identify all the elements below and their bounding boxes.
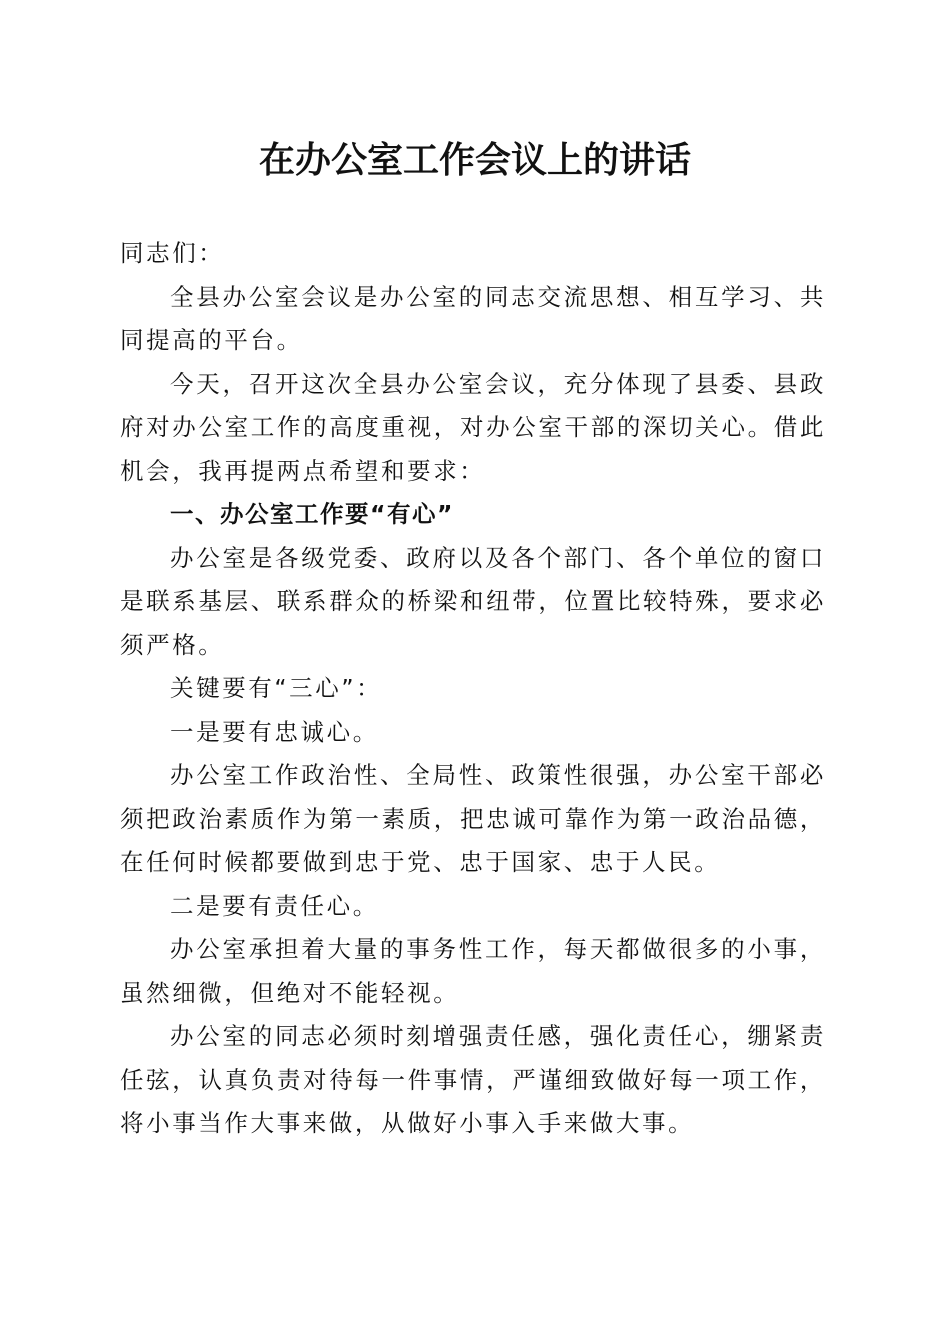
- paragraph: 办公室承担着大量的事务性工作，每天都做很多的小事，虽然细微，但绝对不能轻视。: [120, 935, 826, 1007]
- document-body: [120, 232, 826, 1146]
- document-title: 在办公室工作会议上的讲话: [258, 139, 691, 181]
- subheading: 一是要有忠诚心。: [170, 717, 379, 746]
- paragraph: 办公室工作政治性、全局性、政策性很强，办公室干部必须把政治素质作为第一素质，把忠诚可靠作为第一政治品德，在任何时候都要做到忠于党、忠于国家、忠于人民。: [120, 761, 826, 876]
- paragraph: 关键要有“三心”：: [170, 674, 383, 702]
- subheading: 二是要有责任心。: [170, 891, 379, 920]
- paragraph: 今天，召开这次全县办公室会议，充分体现了县委、县政府对办公室工作的高度重视，对办公室干部的深切关心。借此机会，我再提两点希望和要求：: [120, 369, 826, 485]
- paragraph: 办公室的同志必须时刻增强责任感，强化责任心，绷紧责任弦，认真负责对待每一件事情，严谨细致做好每一项工作，将小事当作大事来做，从做好小事入手来做大事。: [120, 1022, 826, 1137]
- paragraph: 全县办公室会议是办公室的同志交流思想、相互学习、共同提高的平台。: [120, 282, 826, 354]
- paragraph: 办公室是各级党委、政府以及各个部门、各个单位的窗口是联系基层、联系群众的桥梁和纽带，位置比较特殊，要求必须严格。: [120, 543, 826, 659]
- salutation: 同志们：: [120, 239, 225, 267]
- section-heading: 一、办公室工作要“有心”: [170, 500, 454, 528]
